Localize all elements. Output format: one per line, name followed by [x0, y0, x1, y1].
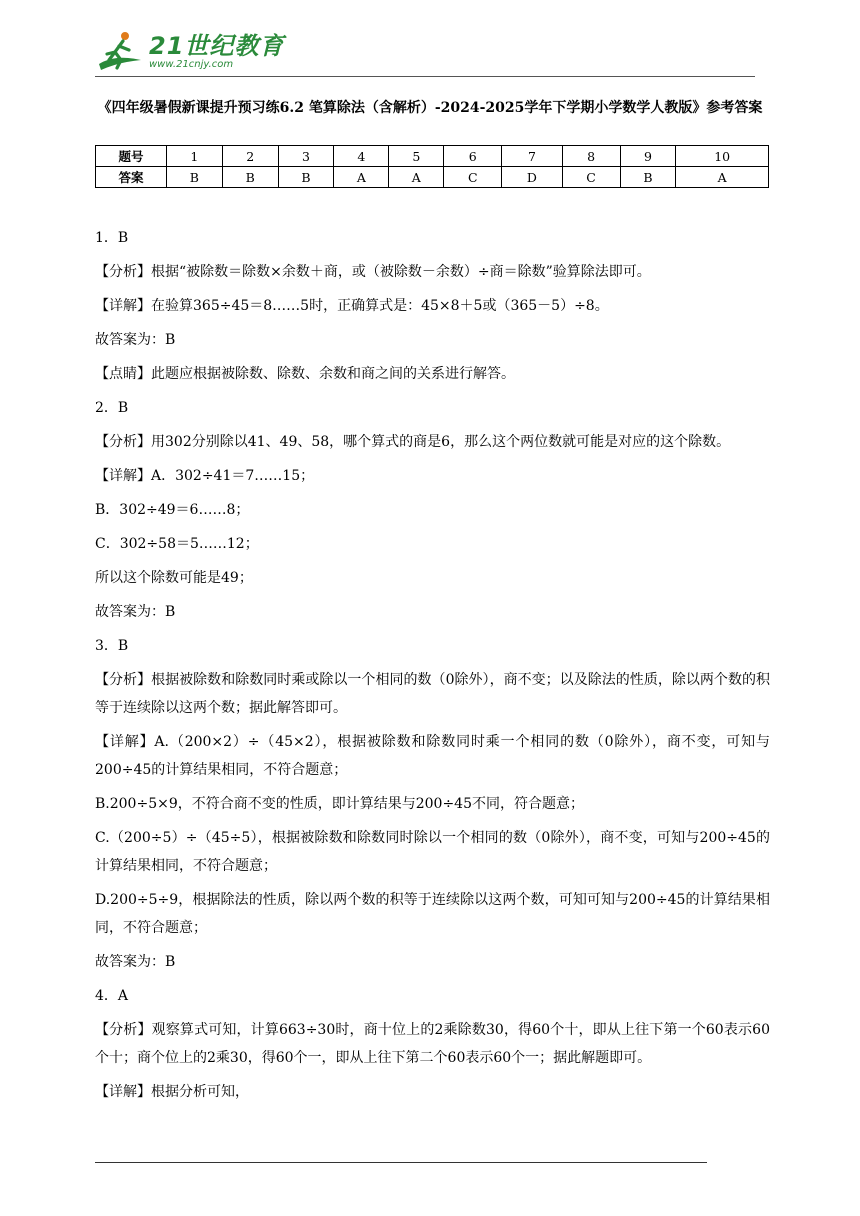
detail-text: D.200÷5÷9，根据除法的性质，除以两个数的积等于连续除以这两个数，可知可知与200÷45的计算结果相同，不符合题意； [95, 892, 770, 936]
answer-cell: B [167, 167, 223, 188]
row-label-number: 题号 [96, 146, 167, 167]
detail-text: 【详解】根据分析可知， [95, 1084, 249, 1100]
answer-cell: B [620, 167, 676, 188]
question-number: 7 [502, 146, 562, 167]
answer-cell: C [444, 167, 502, 188]
question-heading: 4．A [95, 988, 129, 1004]
analysis-text: 【分析】根据被除数和除数同时乘或除以一个相同的数（0除外），商不变；以及除法的性质，除以两个数的积等于连续除以这两个数；据此解答即可。 [95, 672, 770, 716]
answer-cell: B [278, 167, 334, 188]
question-number: 5 [389, 146, 444, 167]
site-logo [95, 30, 284, 74]
answer-cell: A [676, 167, 769, 188]
question-heading: 3．B [95, 638, 129, 654]
question-number: 3 [278, 146, 334, 167]
answer-cell: B [222, 167, 278, 188]
answer-cell: D [502, 167, 562, 188]
detail-text: 所以这个除数可能是49； [95, 570, 253, 586]
question-number: 4 [334, 146, 389, 167]
question-number: 9 [620, 146, 676, 167]
header-divider [95, 76, 755, 77]
detail-text: B.200÷5×9，不符合商不变的性质，即计算结果与200÷45不同，符合题意； [95, 796, 585, 812]
footer-divider [95, 1162, 707, 1163]
page-header [95, 30, 755, 78]
detail-text: C.（200÷5）÷（45÷5），根据被除数和除数同时除以一个相同的数（0除外），商不变，可知与200÷45的计算结果相同，不符合题意； [95, 830, 770, 874]
detail-text: 【详解】A.（200×2）÷（45×2），根据被除数和除数同时乘一个相同的数（0除外），商不变，可知与200÷45的计算结果相同，不符合题意； [95, 734, 770, 778]
answer-text: 故答案为：B [95, 954, 176, 970]
solution-body [95, 218, 770, 1106]
runner-logo-icon [95, 30, 145, 74]
answer-row [96, 167, 769, 188]
detail-text: 【详解】在验算365÷45＝8……5时，正确算式是：45×8＋5或（365－5）÷8。 [95, 298, 609, 314]
detail-text: B．302÷49＝6……8； [95, 502, 250, 518]
comment-text: 【点睛】此题应根据被除数、除数、余数和商之间的关系进行解答。 [95, 366, 515, 382]
question-number: 2 [222, 146, 278, 167]
detail-text: 【详解】A．302÷41＝7……15； [95, 468, 315, 484]
answer-text: 故答案为：B [95, 332, 176, 348]
analysis-text: 【分析】根据“被除数＝除数×余数＋商，或（被除数－余数）÷商＝除数”验算除法即可。 [95, 264, 651, 280]
logo-url: www.21cnjy.com [149, 59, 234, 70]
answer-table [95, 145, 769, 188]
row-label-answer: 答案 [96, 167, 167, 188]
question-number-row [96, 146, 769, 167]
detail-text: C．302÷58＝5……12； [95, 536, 259, 552]
logo-title: 21世纪教育 [149, 32, 285, 60]
question-heading: 1．B [95, 230, 129, 246]
question-number: 6 [444, 146, 502, 167]
answer-cell: A [389, 167, 444, 188]
answer-cell: A [334, 167, 389, 188]
question-heading: 2．B [95, 400, 129, 416]
question-number: 8 [562, 146, 620, 167]
answer-cell: C [562, 167, 620, 188]
question-number: 10 [676, 146, 769, 167]
document-title: 《四年级暑假新课提升预习练6.2 笔算除法（含解析）-2024-2025学年下学期小学数学人教版》参考答案 [97, 100, 763, 116]
answer-text: 故答案为：B [95, 604, 176, 620]
analysis-text: 【分析】观察算式可知，计算663÷30时，商十位上的2乘除数30，得60个十，即从上往下第一个60表示60个十；商个位上的2乘30，得60个一，即从上往下第二个60表示60个一；据此解题即可。 [95, 1022, 770, 1066]
analysis-text: 【分析】用302分别除以41、49、58，哪个算式的商是6，那么这个两位数就可能是对应的这个除数。 [95, 434, 731, 450]
question-number: 1 [167, 146, 223, 167]
